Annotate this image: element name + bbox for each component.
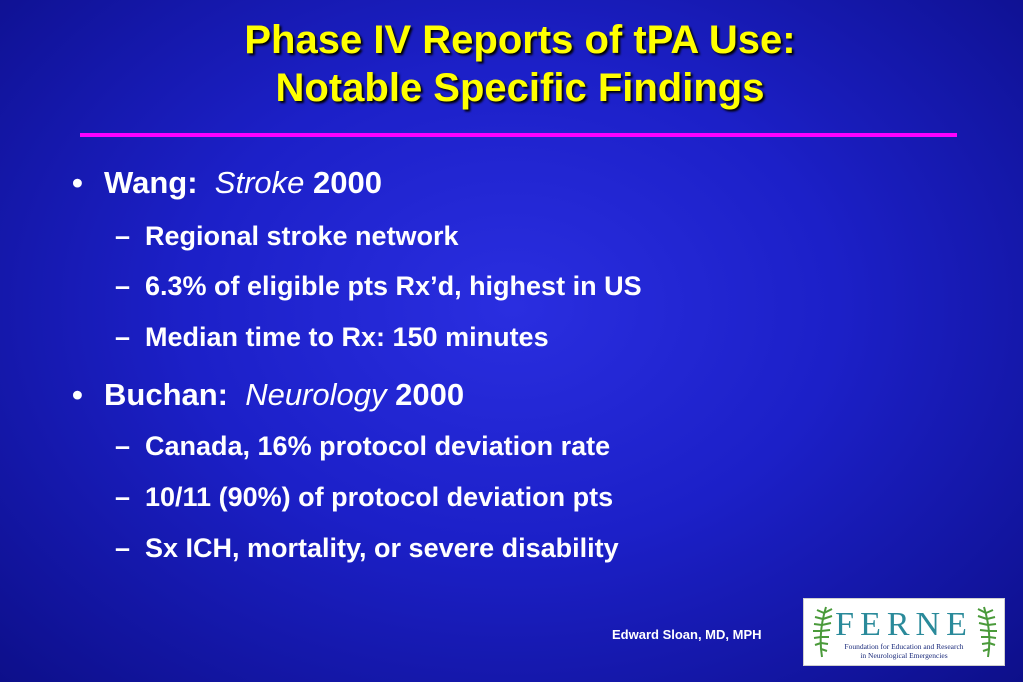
bullet-dot: • xyxy=(72,377,83,412)
sub-item-text: Regional stroke network xyxy=(145,221,459,251)
footer-author: Edward Sloan, MD, MPH xyxy=(612,627,762,642)
sub-item-text: Canada, 16% protocol deviation rate xyxy=(145,431,611,461)
sub-item-text: Sx ICH, mortality, or severe disability xyxy=(145,533,619,563)
logo-caption-line-1: Foundation for Education and Research xyxy=(844,642,964,651)
bullet-journal: Neurology xyxy=(245,377,387,412)
logo-wordmark: FERNE xyxy=(835,606,973,643)
ferne-logo xyxy=(803,598,1005,666)
sub-dash: – xyxy=(115,431,131,461)
sub-dash: – xyxy=(115,221,131,251)
slide-title-line-1: Phase IV Reports of tPA Use: xyxy=(244,18,796,62)
title-divider xyxy=(80,133,957,137)
bullet-wang xyxy=(72,165,382,201)
sub-item-text: Median time to Rx: 150 minutes xyxy=(145,322,549,352)
sub-item xyxy=(115,270,642,302)
bullet-dot: • xyxy=(72,165,83,200)
fern-leaf-icon xyxy=(813,607,832,657)
fern-leaf-icon xyxy=(978,607,997,657)
bullet-author: Wang: xyxy=(104,165,198,200)
bullet-buchan xyxy=(72,377,464,413)
logo-caption-line-2: in Neurological Emergencies xyxy=(860,651,948,660)
sub-dash: – xyxy=(115,322,131,352)
sub-item xyxy=(115,532,619,564)
sub-item xyxy=(115,220,459,252)
sub-item xyxy=(115,430,610,462)
sub-dash: – xyxy=(115,271,131,301)
sub-dash: – xyxy=(115,482,131,512)
bullet-year: 2000 xyxy=(313,165,382,200)
sub-dash: – xyxy=(115,533,131,563)
slide-title xyxy=(0,16,1023,112)
ferne-logo-graphic xyxy=(804,599,1004,665)
bullet-author: Buchan: xyxy=(104,377,228,412)
bullet-journal: Stroke xyxy=(214,165,305,200)
slide-title-line-2: Notable Specific Findings xyxy=(275,66,765,110)
sub-item xyxy=(115,321,549,353)
bullet-year: 2000 xyxy=(395,377,465,412)
sub-item-text: 6.3% of eligible pts Rx’d, highest in US xyxy=(145,271,642,301)
sub-item xyxy=(115,481,613,513)
sub-item-text: 10/11 (90%) of protocol deviation pts xyxy=(145,482,614,512)
